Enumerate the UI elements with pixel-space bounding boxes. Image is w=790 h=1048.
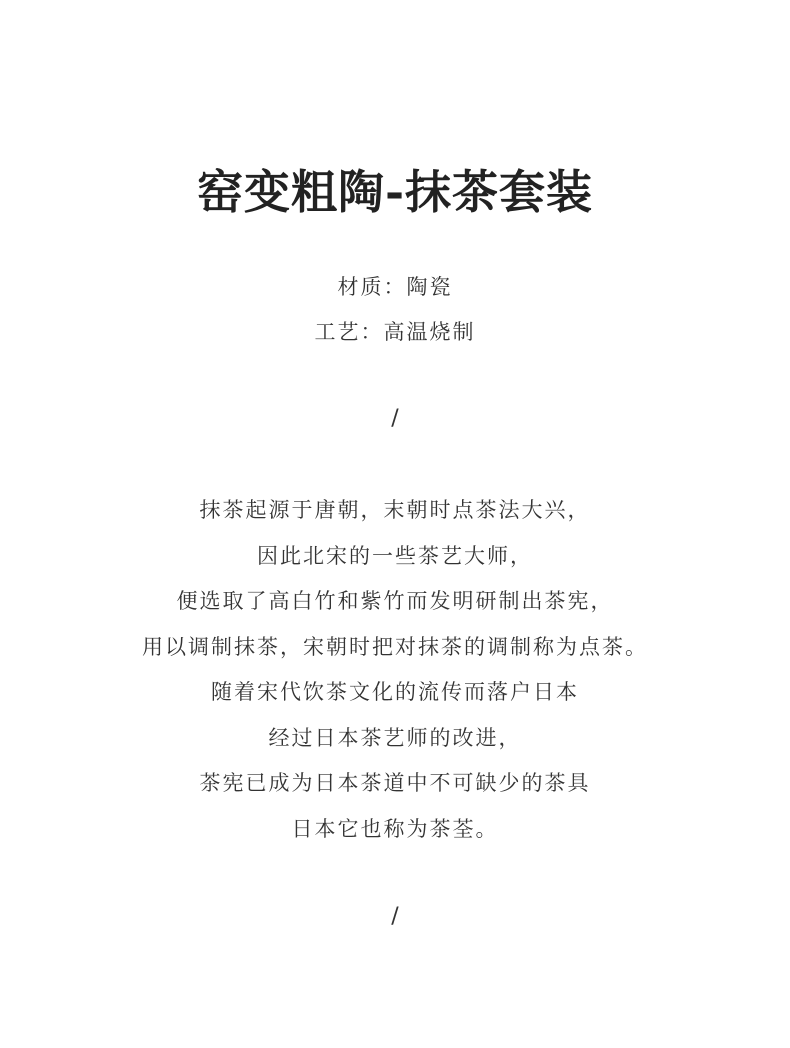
description-line: 因此北宋的一些茶艺大师，	[257, 543, 533, 568]
spec-craft: 工艺：高温烧制	[314, 320, 476, 344]
description-line: 随着宋代饮茶文化的流传而落户日本	[211, 680, 579, 704]
description-line: 用以调制抹茶，宋朝时把对抹茶的调制称为点茶。	[142, 634, 648, 659]
spec-material: 材质：陶瓷	[337, 275, 453, 299]
description-line: 日本它也称为茶荃。	[291, 816, 499, 841]
page-title: 窑变粗陶-抹茶套装	[196, 165, 594, 219]
description-line: 经过日本茶艺师的改进，	[268, 725, 522, 750]
description-line: 便选取了高白竹和紫竹而发明研制出茶宪，	[176, 589, 614, 613]
section-divider: /	[391, 406, 399, 431]
description-line: 抹茶起源于唐朝，末朝时点茶法大兴，	[199, 498, 591, 522]
spec-list	[0, 265, 790, 355]
section-divider: /	[391, 904, 399, 929]
description-line: 茶宪已成为日本茶道中不可缺少的茶具	[199, 771, 591, 795]
description-text	[0, 488, 790, 852]
